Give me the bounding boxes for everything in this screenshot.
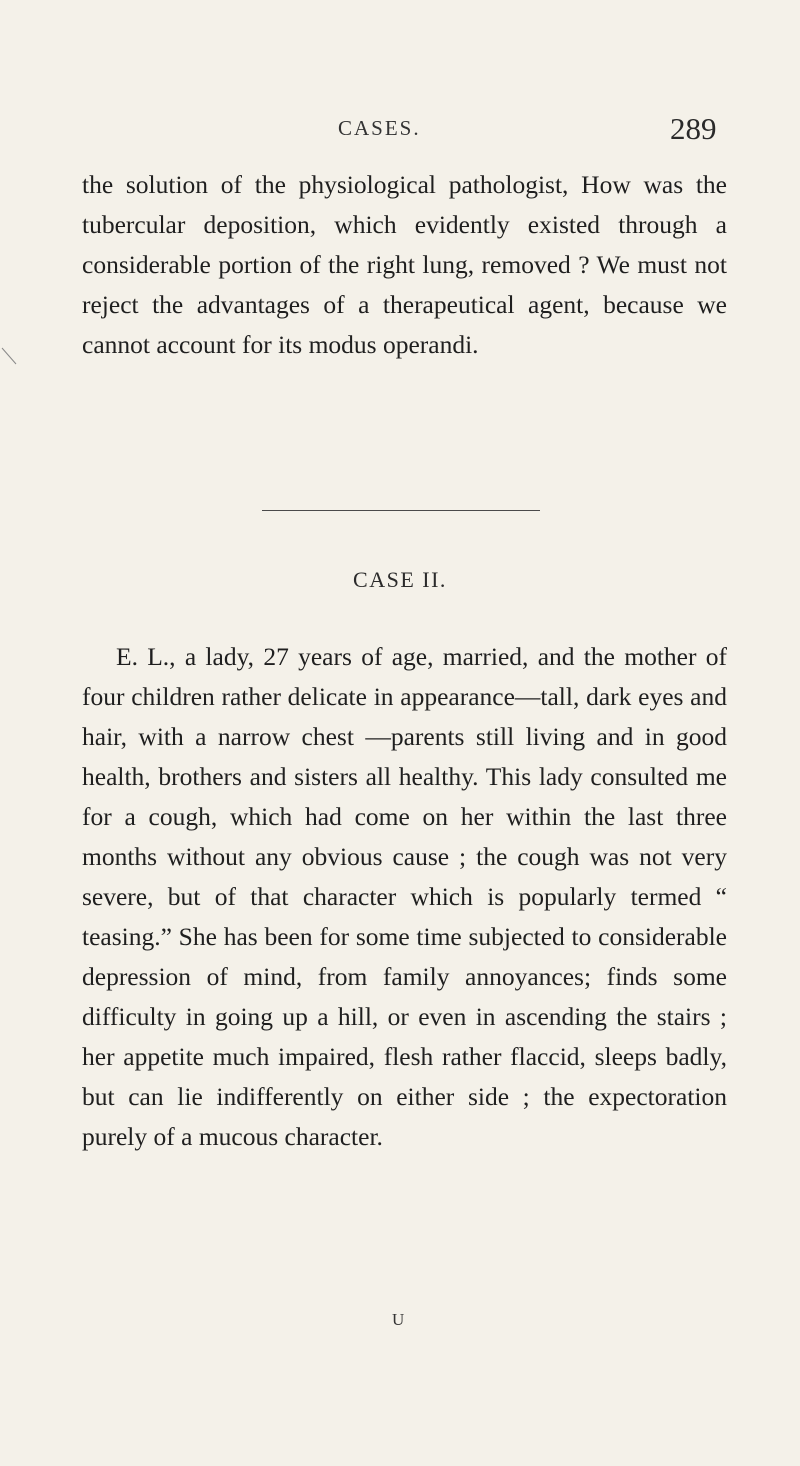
section-divider <box>262 510 540 511</box>
signature-mark: U <box>392 1310 405 1329</box>
running-title: CASES. <box>338 116 421 140</box>
paragraph-1: the solution of the physiological pathologist, How was the tubercular deposition, which evidently existed through a considerable portion of the right lung, removed ? We must not reject the advantages of a therapeutical agent, because we cannot account for its modus operandi. <box>82 170 727 359</box>
paragraph-2: E. L., a lady, 27 years of age, married, and the mother of four children rather delicate in appearance—tall, dark eyes and hair, with a narrow chest —parents still living and in good health, brothers and sisters all healthy. This lady consulted me for a cough, which had come on her within the last three months without any obvious cause ; the cough was not very severe, but of that character which is popularly termed “ teasing.” She has been for some time subjected to considerable depression of mind, from family annoyances; finds some difficulty in going up a hill, or even in ascending the stairs ; her appetite much impaired, flesh rather flaccid, sleeps badly, but can lie indifferently on either side ; the expectoration purely of a mucous character. <box>82 642 727 1151</box>
case-heading: CASE II. <box>353 567 447 592</box>
pencil-mark <box>0 346 20 366</box>
page-number: 289 <box>670 111 717 146</box>
